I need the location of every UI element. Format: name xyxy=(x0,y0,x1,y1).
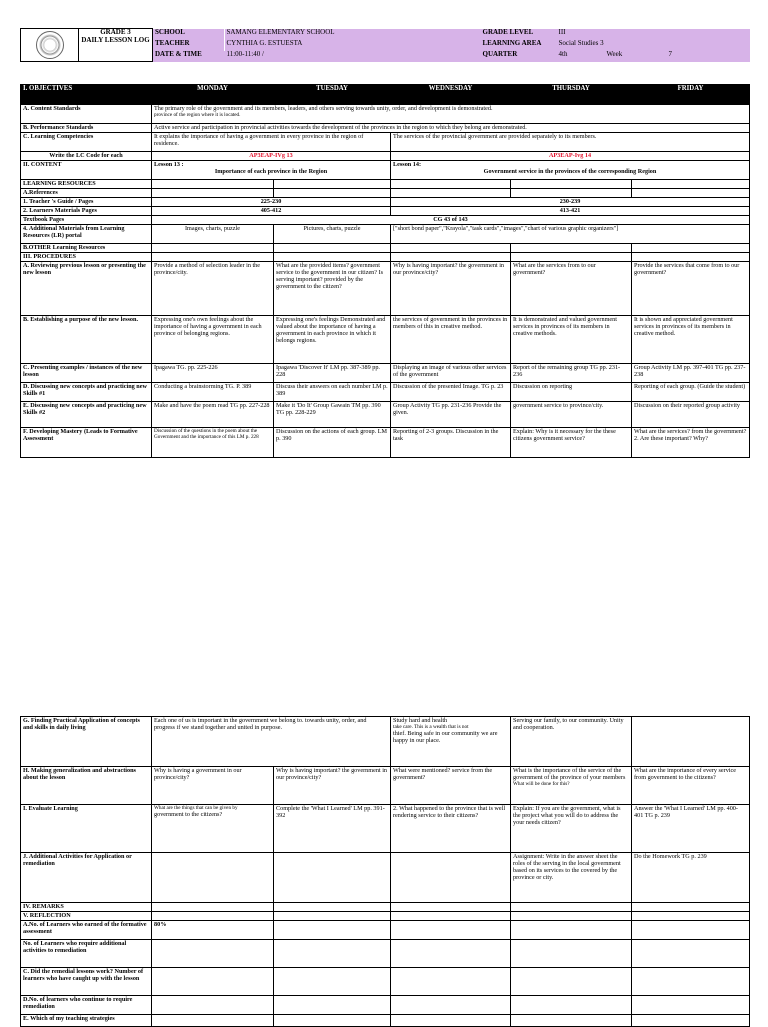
additional-materials-wed: ["short bond paper","Krayola","task cards","images","chart of various graphic organizers"] xyxy=(391,225,750,244)
procedure-c-mon: Ipagawa TG. pp. 225-226 xyxy=(152,364,274,383)
procedure-g-wed-line-2: take care. This is a wealth that is not xyxy=(393,724,469,730)
procedure-g-wed-line-1: Study hard and health xyxy=(393,717,448,724)
procedure-h-thu: What is the importance of the service of the government of the province of your members xyxy=(513,767,626,781)
procedure-h-label: H. Making generalization and abstractions about the lesson xyxy=(21,767,152,805)
procedure-d-thu: Discussion on reporting xyxy=(511,383,632,402)
learning-area-value: Social Studies 3 xyxy=(557,40,750,51)
content-heading: II. CONTENT xyxy=(21,161,152,180)
procedure-g-mon-tue: Each one of us is important in the government we belong to. towards unity, order, and progress if we stand together and united in purpose. xyxy=(152,717,391,767)
content-standards-text: The primary role of the government and its members, leaders, and others serving towards unity, order, and development is demonstrated. xyxy=(154,105,493,112)
competencies-label: C. Learning Competencies xyxy=(21,133,152,152)
lm-pages-13: 405-412 xyxy=(152,207,391,216)
procedure-d-label: D. Discussing new concepts and practicing new Skills #1 xyxy=(21,383,152,402)
reflection-a-mon: 80% xyxy=(152,921,274,940)
procedure-d-wed: Discussion of the presented Image. TG p. 23 xyxy=(391,383,511,402)
procedure-b-wed: the services of government in the provinces in members of this in creative method. xyxy=(391,316,511,364)
other-resources-label: B.OTHER Learning Resources xyxy=(21,244,152,253)
content-standards-text-2: province of the region where it is located. xyxy=(154,112,241,118)
procedure-a-mon: Provide a method of selection leader in the province/city. xyxy=(152,262,274,316)
teacher-label: TEACHER xyxy=(153,40,225,51)
procedure-j-fri: Do the Homework TG p. 239 xyxy=(632,853,750,903)
lesson-table-page-2 xyxy=(20,716,750,1027)
procedure-i-mon: government to the citizens? xyxy=(154,811,223,818)
lc-code-13: AP3EAP-IVg 13 xyxy=(152,152,391,161)
lc-code-label: Write the LC Code for each xyxy=(21,152,152,161)
procedure-e-thu: government service to province/city. xyxy=(511,402,632,428)
tg-pages-13: 225-230 xyxy=(152,198,391,207)
procedure-a-fri: Provide the services that come from to our government? xyxy=(632,262,750,316)
procedure-i-wed: 2. What happened to the province that is well rendering service to their citizens? xyxy=(391,805,511,853)
procedure-e-fri: Discussion on their reported group activity xyxy=(632,402,750,428)
grade-title: GRADE 3 xyxy=(100,28,131,36)
procedure-c-fri: Group Activity LM pp. 397-401 TG pp. 237-238 xyxy=(632,364,750,383)
remarks-heading: IV. REMARKS xyxy=(21,903,152,912)
procedure-f-tue: Discussion on the actions of each group. LM p. 390 xyxy=(274,428,391,458)
procedure-b-label: B. Establishing a purpose of the new lesson. xyxy=(21,316,152,364)
content-standards-label: A. Content Standards xyxy=(21,105,152,124)
day-wednesday: WEDNESDAY xyxy=(391,85,511,105)
day-friday: FRIDAY xyxy=(632,85,750,105)
lesson-log-page-1 xyxy=(20,28,749,458)
procedure-h-tue: Why is having important? the government in our province/city? xyxy=(274,767,391,805)
procedure-h-fri: What are the importance of every service from government to the citizens? xyxy=(632,767,750,805)
procedure-g-wed-line-3: thief. Being safe in our community we are happy in our place. xyxy=(393,730,498,744)
teacher-value: CYNTHIA G. ESTUESTA xyxy=(225,40,481,51)
lesson-14-cell xyxy=(391,161,750,180)
procedure-i-mon-note: What are the things that can be given by xyxy=(154,805,238,811)
lesson-13-cell xyxy=(152,161,391,180)
competencies-lesson-14: The services of the provincial government are provided separately to its members. xyxy=(391,133,750,152)
procedure-f-fri: What are the services? from the government? 2. Are these important? Why? xyxy=(632,428,750,458)
title-cell xyxy=(79,29,153,62)
reflection-d-label: D.No. of learners who continue to require remediation xyxy=(21,996,152,1015)
day-tuesday: TUESDAY xyxy=(274,85,391,105)
content-standards-value xyxy=(152,105,750,124)
textbook-pages: CG 43 of 143 xyxy=(152,216,750,225)
procedure-j-thu: Assignment: Write in the answer sheet the roles of the serving in the local government based on its services to the covered by the province or city. xyxy=(511,853,632,903)
quarter-value: 4th xyxy=(558,50,568,58)
learning-area-label: LEARNING AREA xyxy=(481,40,557,51)
procedure-b-mon: Expressing one's own feelings about the importance of having a government in each province of belonging regions. xyxy=(152,316,274,364)
reflection-a-label: A.No. of Learners who earned of the formative assessment xyxy=(21,921,152,940)
procedure-i-label: I. Evaluate Learning xyxy=(21,805,152,853)
grade-level-label: GRADE LEVEL xyxy=(481,29,557,40)
procedures-heading: III. PROCEDURES xyxy=(21,253,152,262)
procedure-a-label: A. Reviewing previous lesson or presenting the new lesson xyxy=(21,262,152,316)
tg-label: 1. Teacher 's Guide / Pages xyxy=(21,198,152,207)
week-label: Week xyxy=(606,50,623,58)
additional-materials-label: 4. Additional Materials from Learning Resources (LR) portal xyxy=(21,225,152,244)
procedure-b-thu: It is demonstrated and valued government services in provinces of its members in creative methods. xyxy=(511,316,632,364)
procedure-c-label: C. Presenting examples / instances of the new lesson xyxy=(21,364,152,383)
procedure-e-tue: Make it 'Do It' Group Gawain TM pp. 390 TG pp. 228-229 xyxy=(274,402,391,428)
procedure-f-label: F. Developing Mastery (Leads to Formative Assessment xyxy=(21,428,152,458)
school-label: SCHOOL xyxy=(153,29,225,40)
procedure-h-mon: Why is having a government in our province/city? xyxy=(152,767,274,805)
learning-resources-heading: LEARNING RESOURCES xyxy=(21,180,152,189)
day-thursday: THURSDAY xyxy=(511,85,632,105)
objectives-heading: I. OBJECTIVES xyxy=(21,85,152,105)
performance-standards-value: Active service and participation in provincial activities towards the development of the provinces in the region to which they belong are demonstrated. xyxy=(152,124,750,133)
competencies-lesson-13: It explains the importance of having a government in every province in the region of residence. xyxy=(152,133,391,152)
datetime-value: 11:00-11:40 / xyxy=(225,51,481,62)
procedure-i-fri: Answer the 'What I Learned' LM pp. 400-401 TG p. 239 xyxy=(632,805,750,853)
procedure-c-wed: Displaying an image of various other services of the government xyxy=(391,364,511,383)
quarter-label: QUARTER xyxy=(481,51,557,62)
procedure-c-thu: Report of the remaining group TG pp. 231-236 xyxy=(511,364,632,383)
deped-seal-icon xyxy=(36,31,64,59)
lesson-13-number: Lesson 13 : xyxy=(154,161,184,168)
reflection-e-label: E. Which of my teaching strategies xyxy=(21,1015,152,1027)
procedure-f-mon: Discussion of the questions in the poem about the Government and the importance of this LM p. 228 xyxy=(152,428,274,458)
procedure-c-tue: Ipagawa 'Discover It' LM pp. 387-389 pp. 228 xyxy=(274,364,391,383)
lesson-13-title: Importance of each province in the Region xyxy=(214,168,328,175)
additional-materials-mon: Images, charts, puzzle xyxy=(152,225,274,244)
reflection-heading: V. REFLECTION xyxy=(21,912,152,921)
week-value: 7 xyxy=(668,50,672,58)
lc-code-14: AP3EAP-Ivg 14 xyxy=(391,152,750,161)
procedure-a-thu: What are the services from to our government? xyxy=(511,262,632,316)
lesson-14-title: Government service in the provinces of the corresponding Region xyxy=(483,168,657,175)
textbook-label: Textbook Pages xyxy=(21,216,152,225)
procedure-e-wed: Group Activity TG pp. 231-236 Provide the given. xyxy=(391,402,511,428)
reflection-c-label: C. Did the remedial lessons work? Number of learners who have caught up with the lesson xyxy=(21,968,152,996)
procedure-f-wed: Reporting of 2-3 groups. Discussion in the task xyxy=(391,428,511,458)
procedure-j-label: J. Additional Activities for Application or remediation xyxy=(21,853,152,903)
lm-pages-14: 413-421 xyxy=(391,207,750,216)
procedure-a-tue: What are the provided items? government service to the government in our citizen? Is serving important? provided by the government to the citizen? xyxy=(274,262,391,316)
procedure-i-tue: Complete the 'What I Learned' LM pp. 391-392 xyxy=(274,805,391,853)
procedure-h-thu-cell xyxy=(511,767,632,805)
procedure-d-fri: Reporting of each group. (Guide the student) xyxy=(632,383,750,402)
performance-standards-label: B. Performance Standards xyxy=(21,124,152,133)
procedure-e-label: E. Discussing new concepts and practicing new Skills #2 xyxy=(21,402,152,428)
school-value: SAMANG ELEMENTARY SCHOOL xyxy=(225,29,481,40)
log-title: DAILY LESSON LOG xyxy=(81,35,150,44)
procedure-b-tue: Expressing one's feelings Demonstrated and valued about the importance of having a government in each province in which it belongs regions. xyxy=(274,316,391,364)
procedure-g-thu: Serving our family, to our community. Unity and cooperation. xyxy=(511,717,632,767)
grade-level-value: III xyxy=(557,29,750,40)
procedure-h-wed: What were mentioned? service from the government? xyxy=(391,767,511,805)
procedure-f-thu: Explain: Why is it necessary for the these citizens government service? xyxy=(511,428,632,458)
procedure-a-wed: Why is having important? the government in our province/city? xyxy=(391,262,511,316)
additional-materials-tue: Pictures, charts, puzzle xyxy=(274,225,391,244)
quarter-week xyxy=(557,51,750,62)
procedure-g-label: G. Finding Practical Application of concepts and skills in daily living xyxy=(21,717,152,767)
lesson-log-page-2 xyxy=(20,716,749,1027)
procedure-d-mon: Conducting a brainstorming TG. P. 389 xyxy=(152,383,274,402)
tg-pages-14: 230-239 xyxy=(391,198,750,207)
procedure-d-tue: Discuss their answers on each number LM p. 389 xyxy=(274,383,391,402)
lesson-table-page-1 xyxy=(20,84,750,458)
procedure-e-mon: Make and have the poem read TG pp. 227-228 xyxy=(152,402,274,428)
procedure-h-thu-note: What will be done for this? xyxy=(513,781,570,787)
deped-seal-cell xyxy=(21,29,79,62)
lesson-14-number: Lesson 14: xyxy=(393,161,422,168)
header-table xyxy=(20,28,750,62)
procedure-g-wed xyxy=(391,717,511,767)
lm-label: 2. Learners Materials Pages xyxy=(21,207,152,216)
references-label: A.References xyxy=(21,189,152,198)
reflection-b-label: No. of Learners who require additional activities to remediation xyxy=(21,940,152,968)
procedure-b-fri: It is shown and appreciated government services in provinces of its members in creative method. xyxy=(632,316,750,364)
day-monday: MONDAY xyxy=(152,85,274,105)
procedure-i-mon-cell xyxy=(152,805,274,853)
datetime-label: DATE & TIME xyxy=(153,51,225,62)
procedure-i-thu: Explain: If you are the government, what is the project what you will do to address the your needs citizen? xyxy=(511,805,632,853)
